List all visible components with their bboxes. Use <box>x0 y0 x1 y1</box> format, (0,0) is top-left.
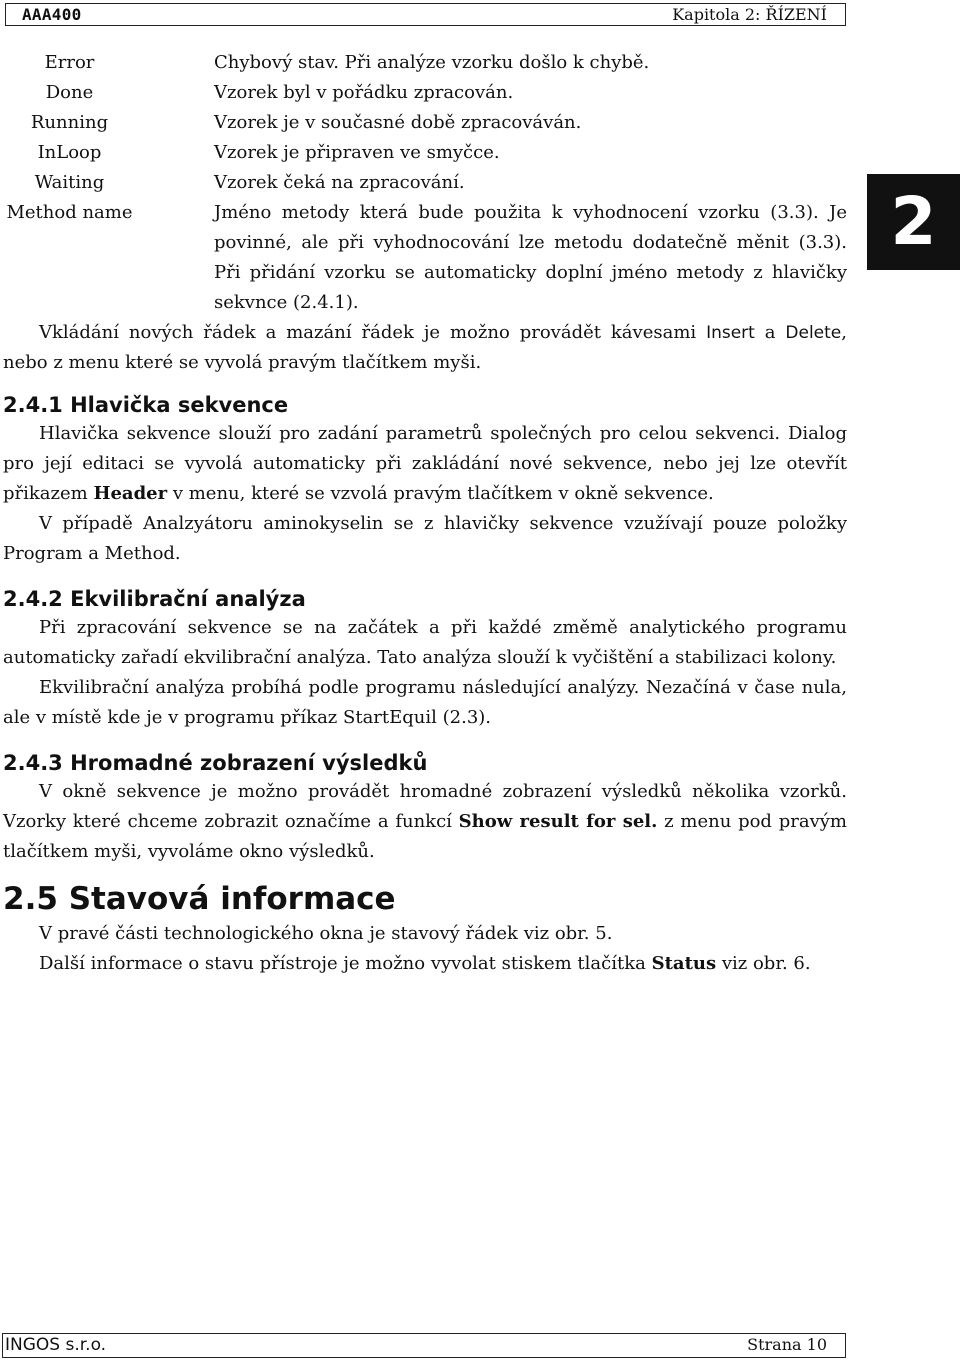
paragraph: V pravé části technologického okna je stavový řádek viz obr. 5. <box>39 923 613 944</box>
text-run: Další informace o stavu přístroje je možno vyvolat stiskem tlačítka <box>39 953 652 974</box>
text-run: a <box>754 322 786 343</box>
paragraph <box>3 949 847 979</box>
status-description: Vzorek je připraven ve smyčce. <box>214 142 500 163</box>
status-term: Waiting <box>34 172 105 193</box>
paragraph: V případě Analzyátoru aminokyselin se z hlavičky sekvence vzužívají pouze položky Program a Method. <box>3 513 847 564</box>
status-term: InLoop <box>37 142 102 163</box>
status-term: Running <box>30 112 109 133</box>
heading-2-4-1: 2.4.1 Hlavička sekvence <box>3 393 289 417</box>
status-row <box>3 78 847 108</box>
status-row <box>3 108 847 138</box>
text-run: viz obr. 6. <box>716 953 811 974</box>
page-footer <box>2 1333 846 1358</box>
footer-page-number: Strana 10 <box>747 1335 827 1354</box>
header-chapter-title: Kapitola 2: ŘÍZENÍ <box>672 5 827 24</box>
key-insert: Insert <box>706 323 755 343</box>
status-description: Jméno metody která bude použita k vyhodnocení vzorku (3.3). Je povinné, ale při vyhodnocování lze metodu dodatečně měnit (3.3). Při přidání vzorku se automaticky doplní jméno metody z hlavičky sekvnce (2.4.1). <box>214 202 847 313</box>
status-row <box>3 198 847 318</box>
text-run: Hlavička sekvence slouží pro zadání parametrů společných pro celou sekvenci. Dialog pro její editaci se vyvolá automaticky při zakládání nové sekvence, nebo jej lze otevřít přikazem <box>3 423 847 504</box>
status-description: Vzorek čeká na zpracování. <box>214 172 465 193</box>
text-run: v menu, které se vzvolá pravým tlačítkem v okně sekvence. <box>167 483 714 504</box>
footer-company: INGOS s.r.o. <box>5 1335 107 1355</box>
status-term: Error <box>44 52 95 73</box>
paragraph <box>3 419 847 509</box>
text-run: Vkládání nových řádek a mazání řádek je možno provádět kávesami <box>39 322 707 343</box>
status-description: Chybový stav. Při analýze vzorku došlo k chybě. <box>214 52 650 73</box>
heading-2-5: 2.5 Stavová informace <box>3 881 396 917</box>
command-show-result: Show result for sel. <box>458 811 658 832</box>
text-run: , nebo z menu které se vyvolá pravým tlačítkem myši. <box>3 322 847 373</box>
paragraph: Při zpracování sekvence se na začátek a při každé změmě analytického programu automaticky zařadí ekvilibrační analýza. Tato analýza slouží k vyčištění a stabilizaci kolony. <box>3 617 847 668</box>
status-term: Method name <box>6 202 133 223</box>
insert-delete-paragraph <box>3 318 847 378</box>
status-term: Done <box>45 82 94 103</box>
button-status-name: Status <box>651 953 717 974</box>
status-row <box>3 48 847 78</box>
heading-2-4-2: 2.4.2 Ekvilibrační analýza <box>3 587 306 611</box>
text-run: V okně sekvence je možno provádět hromadné zobrazení výsledků několika vzorků. Vzorky které chceme zobrazit označíme a funkcí <box>3 781 847 832</box>
status-description: Vzorek je v současné době zpracováván. <box>214 112 582 133</box>
page-header <box>5 3 846 26</box>
command-header: Header <box>93 483 168 504</box>
status-row <box>3 138 847 168</box>
heading-2-4-3: 2.4.3 Hromadné zobrazení výsledků <box>3 751 428 775</box>
header-product-name: AAA400 <box>22 5 82 24</box>
chapter-thumb-tab: 2 <box>867 174 960 270</box>
key-delete: Delete <box>785 323 842 343</box>
status-definition-list <box>3 48 847 318</box>
paragraph: Ekvilibrační analýza probíhá podle programu následující analýzy. Nezačíná v čase nula, ale v místě kde je v programu příkaz StartEquil (2.3). <box>3 677 847 728</box>
status-row <box>3 168 847 198</box>
text-run: z menu pod pravým tlačítkem myši, vyvoláme okno výsledků. <box>3 811 847 862</box>
paragraph <box>3 777 847 867</box>
page-content <box>3 48 847 979</box>
status-description: Vzorek byl v pořádku zpracován. <box>214 82 514 103</box>
